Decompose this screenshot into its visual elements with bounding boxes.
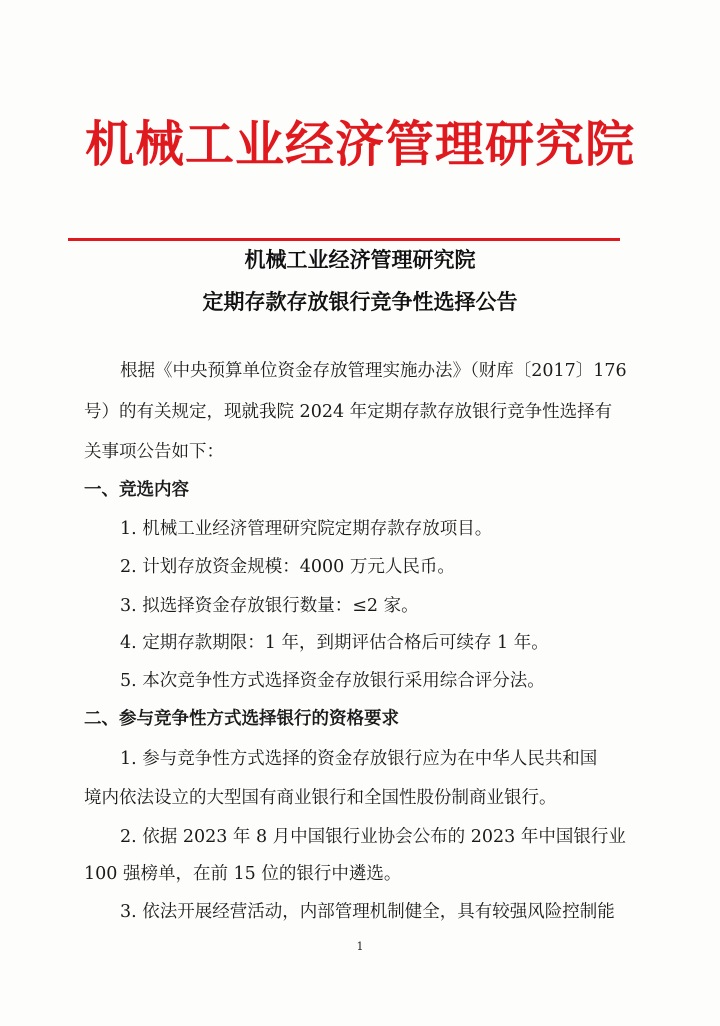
- section-1-item: 2. 计划存放资金规模：4000 万元人民币。: [120, 557, 455, 577]
- intro-line-3: 关事项公告如下：: [84, 442, 224, 462]
- red-divider-line: [68, 238, 620, 241]
- section-1-heading: 一、竞选内容: [84, 480, 189, 500]
- section-2-item-1-line-1: 1. 参与竞争性方式选择的资金存放银行应为在中华人民共和国: [120, 749, 598, 769]
- section-2-heading: 二、参与竞争性方式选择银行的资格要求: [84, 709, 399, 729]
- document-title-line-2: 定期存款存放银行竞争性选择公告: [202, 290, 518, 314]
- letterhead-title: 机械工业经济管理研究院: [84, 115, 635, 173]
- section-2-item-2-line-1: 2. 依据 2023 年 8 月中国银行业协会公布的 2023 年中国银行业: [120, 827, 626, 847]
- section-2-item-1-line-2: 境内依法设立的大型国有商业银行和全国性股份制商业银行。: [84, 788, 557, 808]
- section-2-item-3-line-1: 3. 依法开展经营活动，内部管理机制健全，具有较强风险控制能: [120, 902, 615, 922]
- page-number: 1: [356, 940, 364, 953]
- section-1-item: 3. 拟选择资金存放银行数量：≤2 家。: [120, 596, 419, 616]
- intro-line-2: 号）的有关规定，现就我院 2024 年定期存款存放银行竞争性选择有: [84, 402, 613, 422]
- intro-line-1: 根据《中央预算单位资金存放管理实施办法》（财库〔2017〕176: [120, 361, 627, 381]
- section-2-item-2-line-2: 100 强榜单，在前 15 位的银行中遴选。: [84, 864, 402, 884]
- document-title-line-1: 机械工业经济管理研究院: [244, 248, 476, 272]
- section-1-item: 4. 定期存款期限：1 年，到期评估合格后可续存 1 年。: [120, 633, 549, 653]
- section-1-item: 5. 本次竞争性方式选择资金存放银行采用综合评分法。: [120, 671, 545, 691]
- section-1-item: 1. 机械工业经济管理研究院定期存款存放项目。: [120, 519, 493, 539]
